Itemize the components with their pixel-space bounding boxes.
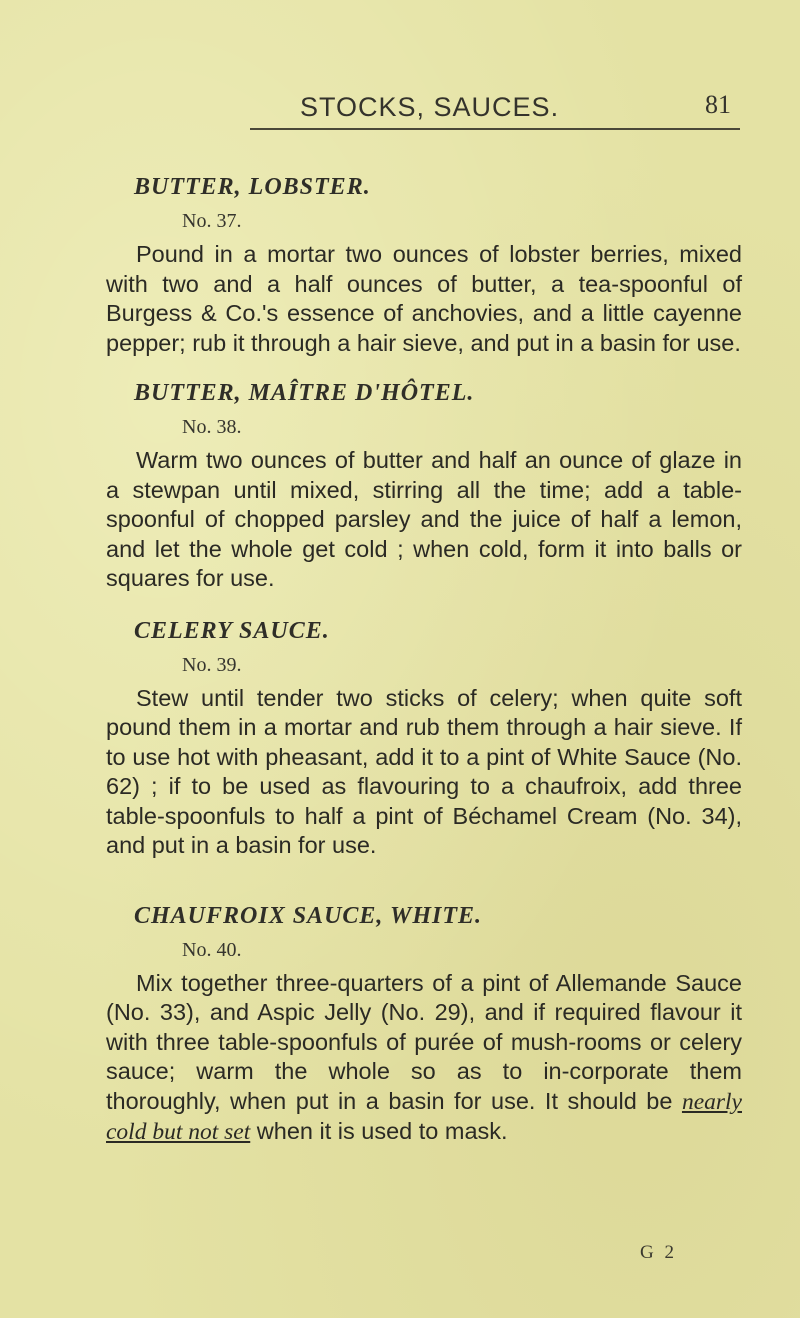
recipe-butter-maitre-dhotel xyxy=(106,378,742,594)
recipe-number: No. 39. xyxy=(182,653,242,676)
running-title: STOCKS, SAUCES. xyxy=(300,92,560,122)
running-head xyxy=(0,84,800,124)
recipe-title: BUTTER, LOBSTER. xyxy=(134,174,371,200)
page-number: 81 xyxy=(705,90,731,119)
recipe-content xyxy=(106,172,742,1168)
recipe-text-part: when it is used to mask. xyxy=(250,1118,508,1144)
recipe-title: CHAUFROIX SAUCE, WHITE. xyxy=(134,902,482,929)
recipe-number: No. 37. xyxy=(182,210,242,232)
recipe-text-part: Mix together three-quarters of a pint of Allemande Sauce (No. 33), and Aspic Jelly (No. 29), and if required flavour it with three table-spoonfuls of purée of mush-rooms or celery sauce; warm the whole so as to in-corporate them thoroughly, when put in a basin for use. It should be xyxy=(106,969,742,1114)
header-rule xyxy=(250,128,740,130)
recipe-butter-lobster xyxy=(106,172,742,358)
recipe-title: CELERY SAUCE. xyxy=(134,617,330,644)
recipe-text: Stew until tender two sticks of celery; when quite soft pound them in a mortar and rub them through a hair sieve. If to use hot with pheasant, add it to a pint of White Sauce (No. 62) ; if to be used as flavouring to a chaufroix, add three table-spoonfuls to half a pint of Béchamel Cream (No. 34), and put in a basin for use. xyxy=(106,684,742,858)
recipe-text-emphasis: nearly cold but not set xyxy=(106,1088,742,1145)
recipe-text xyxy=(106,969,742,1148)
recipe-number: No. 38. xyxy=(182,416,242,438)
printer-signature-mark: G 2 xyxy=(640,1242,677,1263)
recipe-celery-sauce xyxy=(106,616,742,861)
recipe-text: Pound in a mortar two ounces of lobster berries, mixed with two and a half ounces of butter, a tea-spoonful of Burgess & Co.'s essence of anchovies, and a little cayenne pepper; rub it through a hair sieve, and put in a basin for use. xyxy=(106,241,742,356)
recipe-number: No. 40. xyxy=(182,938,242,961)
recipe-title: BUTTER, MAÎTRE D'HÔTEL. xyxy=(134,380,475,406)
recipe-text: Warm two ounces of butter and half an ounce of glaze in a stewpan until mixed, stirring all the time; add a table-spoonful of chopped parsley and the juice of half a lemon, and let the whole get cold ; when cold, form it into balls or squares for use. xyxy=(106,447,742,591)
recipe-chaufroix-sauce-white xyxy=(106,901,742,1148)
